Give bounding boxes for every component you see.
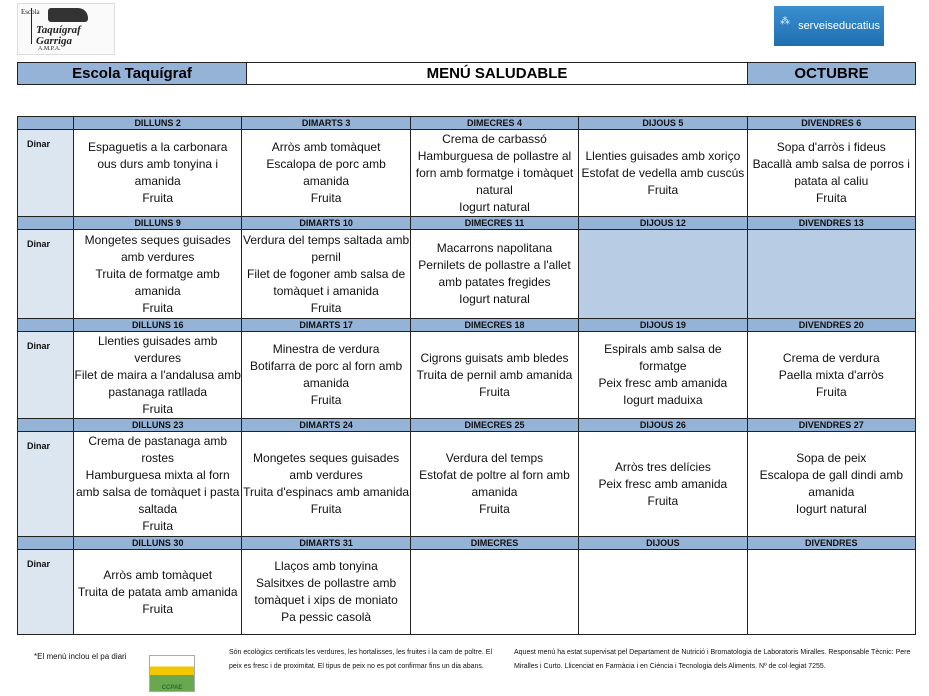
- dish: Escalopa de gall dindi amb amanida: [759, 468, 903, 499]
- meal-label: Dinar: [18, 332, 74, 419]
- day-header: DIMECRES 25: [410, 419, 578, 432]
- menu-cell: [579, 332, 747, 419]
- dish: Fruita: [479, 384, 510, 399]
- day-header: DILLUNS 16: [74, 319, 242, 332]
- dish: Paella mixta d'arròs: [778, 367, 884, 382]
- day-header: DIMECRES 11: [410, 217, 578, 230]
- dish: Iogurt natural: [459, 292, 530, 306]
- dish: Filet de maira a l'andalusa amb pastanaga ratllada: [74, 367, 241, 399]
- dish: Cigrons guisats amb bledes: [420, 350, 569, 365]
- dish: ous durs amb tonyina i amanida: [97, 157, 219, 188]
- dish: Fruita: [142, 300, 174, 315]
- menu-cell: [74, 550, 242, 635]
- dish: Peix fresc amb amanida: [598, 476, 728, 491]
- menu-cell: [74, 332, 242, 419]
- day-header: DIMARTS 3: [242, 117, 410, 130]
- dish: Hamburguesa de pollastre al forn amb formatge i tomàquet natural: [415, 148, 574, 197]
- logo-line1: Taquígraf: [36, 24, 81, 36]
- dish: Llaços amb tonyina: [274, 559, 378, 573]
- header-spacer: [18, 419, 74, 432]
- menu-cell: [579, 550, 747, 635]
- header-spacer: [18, 117, 74, 130]
- menu-cell: [747, 332, 915, 419]
- dish: Fruita: [815, 384, 847, 399]
- logo-line3: A.M.P.A.: [38, 46, 61, 52]
- week-header-row: [18, 117, 916, 130]
- dish: Crema de verdura: [782, 350, 880, 365]
- logo-vertical-text: Escola: [21, 8, 32, 44]
- dish: Bacallà amb salsa de porros i patata al caliu: [752, 157, 910, 188]
- page-title: MENÚ SALUDABLE: [247, 63, 748, 84]
- dish: Pa pessic casolà: [281, 610, 372, 624]
- dish: Iogurt natural: [459, 199, 530, 214]
- meal-label: Dinar: [18, 550, 74, 635]
- menu-cell: [579, 230, 747, 319]
- dish: Truita de patata amb amanida: [77, 584, 238, 599]
- dish: Fruita: [142, 401, 174, 416]
- dish: Fruita: [647, 182, 679, 197]
- menu-cell: [747, 130, 915, 217]
- ccpae-logo: [149, 655, 195, 692]
- dish: Estofat de poltre al forn amb amanida: [419, 468, 570, 499]
- menu-cell: [410, 230, 578, 319]
- menu-table: [17, 116, 916, 635]
- dish: Truita de pernil amb amanida: [416, 367, 573, 382]
- dish: Espirals amb salsa de formatge: [604, 342, 722, 373]
- day-header: DIVENDRES 27: [747, 419, 915, 432]
- dish: Fruita: [142, 601, 174, 616]
- day-header: DIMARTS 31: [242, 537, 410, 550]
- dish: Fruita: [310, 300, 342, 315]
- dish: Fruita: [647, 493, 679, 508]
- dish: Arròs amb tomàquet: [271, 140, 381, 154]
- day-header: DILLUNS 23: [74, 419, 242, 432]
- dish: Peix fresc amb amanida: [598, 376, 728, 390]
- day-header: DIMARTS 24: [242, 419, 410, 432]
- ccpae-text: CCPAE: [161, 685, 183, 691]
- dish: Llenties guisades amb xoriço: [585, 148, 741, 163]
- menu-cell: [242, 230, 410, 319]
- dish: Iogurt natural: [795, 502, 867, 516]
- dish: Fruita: [142, 519, 174, 533]
- header-spacer: [18, 537, 74, 550]
- menu-cell: [242, 550, 410, 635]
- dish: Estofat de vedella amb cuscús: [581, 165, 745, 180]
- day-header: DILLUNS 30: [74, 537, 242, 550]
- day-header: DIMECRES 4: [410, 117, 578, 130]
- menu-cell: [410, 432, 578, 537]
- day-header: DIJOUS: [579, 537, 747, 550]
- dish: Pernilets de pollastre a l'allet amb patates fregides: [418, 258, 571, 289]
- day-header: DIJOUS 26: [579, 419, 747, 432]
- menu-cell: [242, 130, 410, 217]
- dish: Verdura del temps: [445, 451, 544, 465]
- menu-cell: [579, 130, 747, 217]
- dish: Macarrons napolitana: [436, 241, 553, 255]
- dish: Iogurt maduixa: [623, 393, 703, 407]
- day-header: DIMARTS 10: [242, 217, 410, 230]
- day-header: DIVENDRES 6: [747, 117, 915, 130]
- dish: Espaguetis a la carbonara: [87, 140, 228, 154]
- dish: Fruita: [142, 191, 174, 205]
- dish: Minestra de verdura: [272, 342, 380, 356]
- dish: Salsitxes de pollastre amb tomàquet i xips de moniato: [254, 576, 398, 607]
- dish: Sopa d'arròs i fideus: [776, 140, 886, 154]
- ampa-logo: [17, 3, 115, 55]
- menu-cell: [74, 130, 242, 217]
- week-menu-row: [18, 230, 916, 319]
- month-label: OCTUBRE: [748, 63, 915, 84]
- people-icon: ⁂: [780, 16, 790, 27]
- dish: Fruita: [815, 191, 847, 205]
- dish: Arròs amb tomàquet: [103, 567, 213, 582]
- day-header: DIJOUS 12: [579, 217, 747, 230]
- menu-cell: [747, 230, 915, 319]
- organic-note: Són ecològics certificats les verdures, les hortalisses, les fruites i la carn de poltre. El peix es fresc i de proximitat. El tipus de peix no es pot confirmar fins un dia abans.: [229, 649, 493, 670]
- day-header: DIMARTS 17: [242, 319, 410, 332]
- menu-cell: [579, 432, 747, 537]
- week-menu-row: [18, 432, 916, 537]
- dish: Arròs tres delícies: [614, 459, 711, 474]
- dish: Mongetes seques guisades amb verdures: [253, 451, 400, 482]
- dish: Crema de pastanaga amb rostes: [88, 434, 228, 465]
- dish: Truita de formatge amb amanida: [95, 266, 220, 298]
- menu-cell: [242, 432, 410, 537]
- dish: Truita d'espinacs amb amanida: [243, 485, 410, 499]
- day-header: DIJOUS 19: [579, 319, 747, 332]
- day-header: DIMECRES: [410, 537, 578, 550]
- day-header: DIVENDRES 13: [747, 217, 915, 230]
- dish: Mongetes seques guisades amb verdures: [84, 232, 231, 264]
- title-bar: [17, 62, 916, 85]
- dish: Fruita: [310, 191, 342, 205]
- dish: Filet de fogoner amb salsa de tomàquet i amanida: [247, 266, 406, 298]
- dish: Verdura del temps saltada amb pernil: [243, 232, 410, 264]
- header-spacer: [18, 217, 74, 230]
- dish: Crema de carbassó: [442, 131, 547, 146]
- dish: Fruita: [310, 502, 342, 516]
- menu-cell: [410, 332, 578, 419]
- bread-note: *El menú inclou el pa diari: [34, 652, 127, 661]
- meal-label: Dinar: [18, 130, 74, 217]
- menu-cell: [74, 432, 242, 537]
- week-header-row: [18, 319, 916, 332]
- day-header: DIVENDRES: [747, 537, 915, 550]
- day-header: DILLUNS 2: [74, 117, 242, 130]
- header-spacer: [18, 319, 74, 332]
- day-header: DILLUNS 9: [74, 217, 242, 230]
- menu-cell: [747, 432, 915, 537]
- day-header: DIMECRES 18: [410, 319, 578, 332]
- logo-line2: Garriga: [36, 35, 73, 47]
- dish: Botifarra de porc al forn amb amanida: [250, 359, 403, 390]
- serveis-educatius-logo: [774, 6, 884, 46]
- menu-cell: [410, 130, 578, 217]
- dish: Llenties guisades amb verdures: [97, 333, 218, 365]
- meal-label: Dinar: [18, 432, 74, 537]
- day-header: DIJOUS 5: [579, 117, 747, 130]
- menu-cell: [747, 550, 915, 635]
- logo-right-text: serveiseducatius: [798, 20, 880, 32]
- week-header-row: [18, 419, 916, 432]
- dish: Hamburguesa mixta al forn amb salsa de tomàquet i pasta saltada: [75, 468, 240, 516]
- dish: Fruita: [479, 502, 510, 516]
- meal-label: Dinar: [18, 230, 74, 319]
- week-header-row: [18, 537, 916, 550]
- week-menu-row: [18, 332, 916, 419]
- week-header-row: [18, 217, 916, 230]
- menu-cell: [74, 230, 242, 319]
- week-menu-row: [18, 130, 916, 217]
- pen-icon: [48, 8, 88, 22]
- menu-cell: [242, 332, 410, 419]
- school-name: Escola Taquígraf: [18, 63, 247, 84]
- dish: Sopa de peix: [796, 451, 867, 465]
- week-menu-row: [18, 550, 916, 635]
- day-header: DIVENDRES 20: [747, 319, 915, 332]
- supervision-note: Aquest menú ha estat supervisat pel Departament de Nutrició i Bromatologia de Laboratoris Miralles. Responsable Tècnic: Pere Miralles i Curto. Llicenciat en Farmàcia i en Ciència i Tecnologia dels Aliments. Nº de col·legiat 7255.: [514, 649, 911, 670]
- dish: Fruita: [310, 393, 342, 407]
- dish: Escalopa de porc amb amanida: [266, 157, 386, 188]
- menu-cell: [410, 550, 578, 635]
